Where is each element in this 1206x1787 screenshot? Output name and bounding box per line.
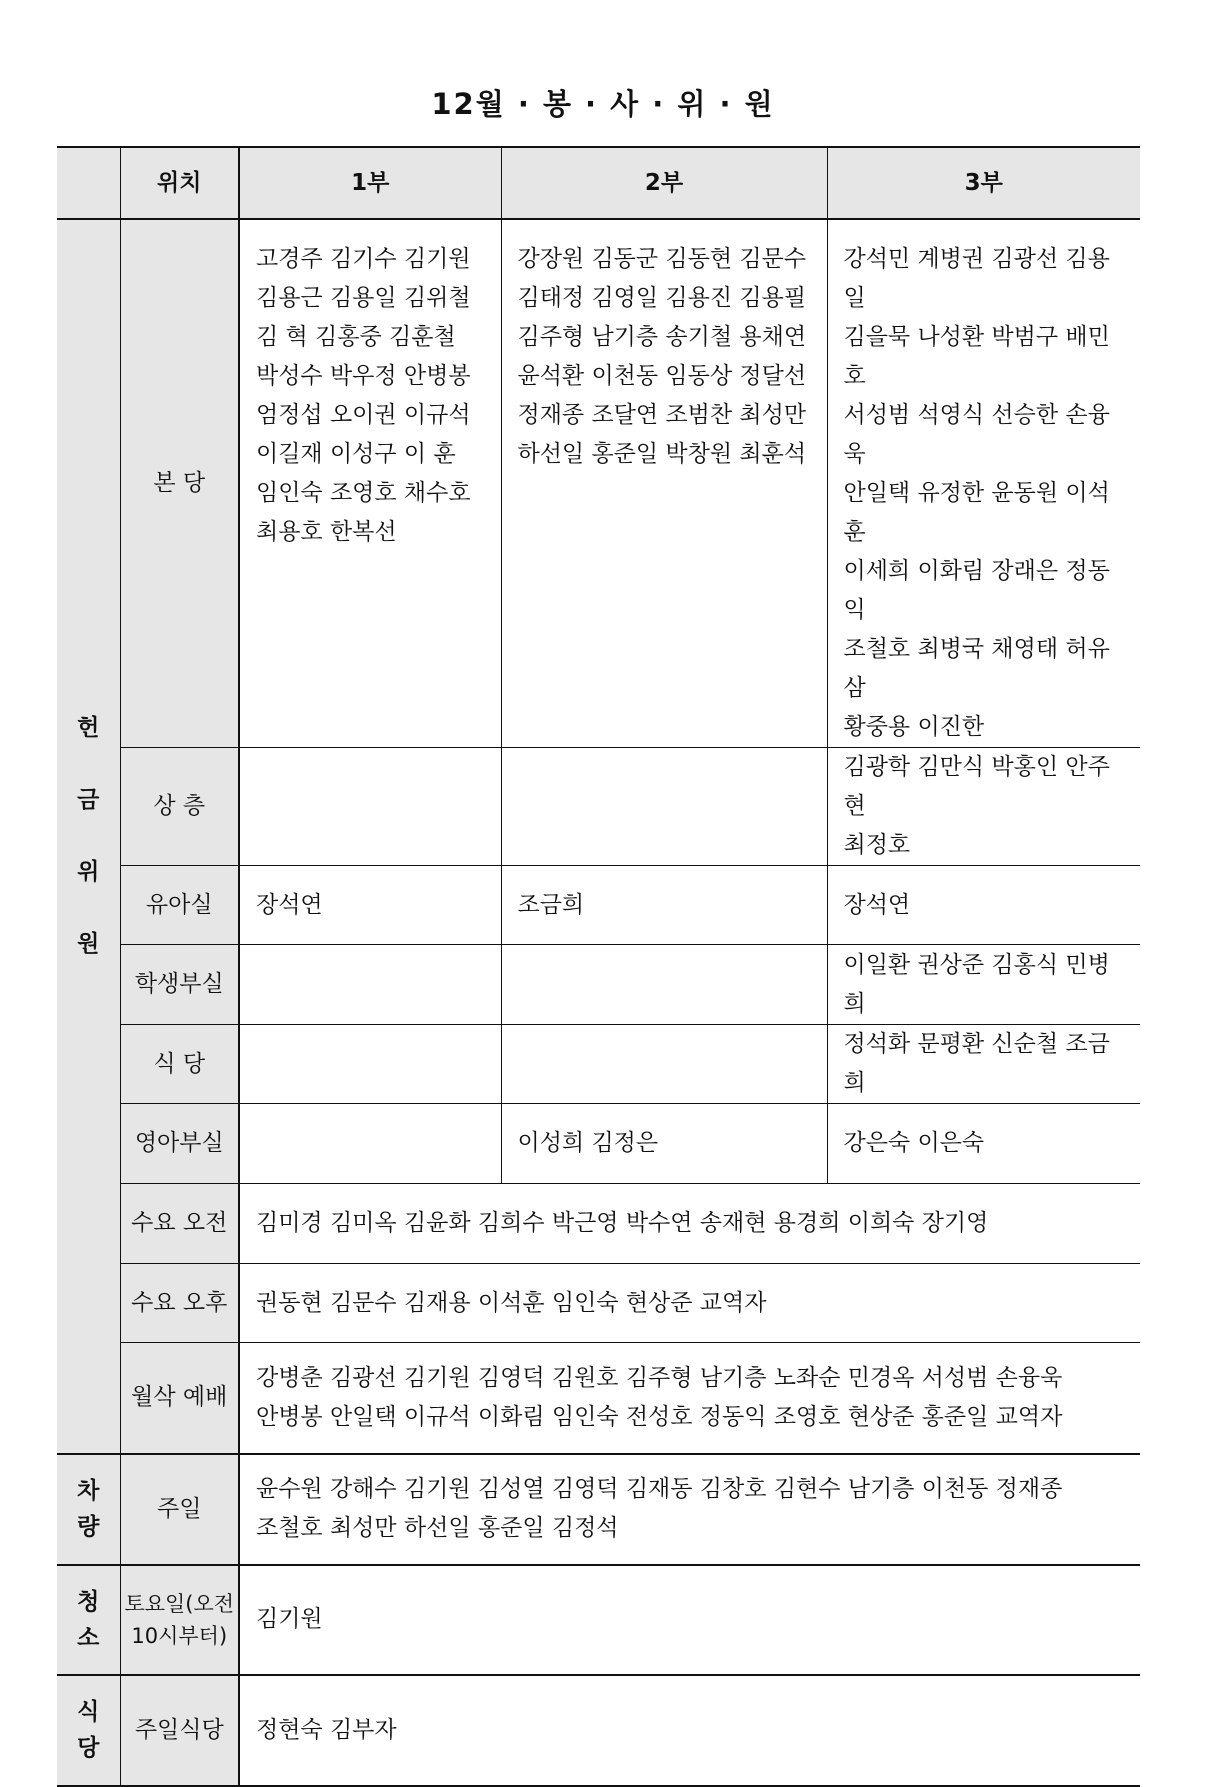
cell-nursery-part2: 조금희 bbox=[501, 866, 827, 945]
group-vehicle: 차 량 bbox=[57, 1454, 120, 1565]
cell-main-hall-part3: 강석민 계병권 김광선 김용일 김을묵 나성환 박범구 배민호 서성범 석영식 선승한 손융욱 안일택 유정한 윤동원 이석훈 이세희 이화림 장래은 정동익 조철호 최병국 채영태 허유삼 황중용 이진한 bbox=[827, 219, 1140, 748]
table-row-infant-room bbox=[57, 1104, 1140, 1184]
cell-dining-part3: 정석화 문평환 신순철 조금희 bbox=[827, 1025, 1140, 1104]
row-label-sunday-dining: 주일식당 bbox=[120, 1675, 239, 1786]
cell-wed-pm-names: 권동현 김문수 김재용 이석훈 임인숙 현상준 교역자 bbox=[239, 1264, 1140, 1343]
cell-upper-floor-part2 bbox=[501, 748, 827, 866]
group-cafeteria: 식 당 bbox=[57, 1675, 120, 1786]
table-row-cleaning bbox=[57, 1565, 1140, 1675]
group-offering-committee: 헌 금 위 원 bbox=[57, 219, 120, 1454]
table-row-nursery bbox=[57, 866, 1140, 945]
cell-nursery-part1: 장석연 bbox=[239, 866, 501, 945]
row-label-saturday-cleaning: 토요일(오전 10시부터) bbox=[120, 1565, 239, 1675]
cell-sunday-dining-names: 정현숙 김부자 bbox=[239, 1675, 1140, 1786]
table-row-sunday-dining bbox=[57, 1675, 1140, 1786]
row-label-upper-floor: 상 층 bbox=[120, 748, 239, 866]
cell-upper-floor-part1 bbox=[239, 748, 501, 866]
row-label-monthly: 월삭 예배 bbox=[120, 1343, 239, 1454]
cell-main-hall-part2: 강장원 김동군 김동현 김문수 김태정 김영일 김용진 김용필 김주형 남기층 송기철 용채연 윤석환 이천동 임동상 정달선 정재종 조달연 조범찬 최성만 하선일 홍준일 박창원 최훈석 bbox=[501, 219, 827, 748]
table-row-wed-am bbox=[57, 1184, 1140, 1264]
cell-student-room-part2 bbox=[501, 945, 827, 1025]
table-row-vehicle bbox=[57, 1454, 1140, 1565]
cell-dining-part1 bbox=[239, 1025, 501, 1104]
cell-wed-am-names: 김미경 김미옥 김윤화 김희수 박근영 박수연 송재현 용경희 이희숙 장기영 bbox=[239, 1184, 1140, 1264]
cell-upper-floor-part3: 김광학 김만식 박홍인 안주현 최정호 bbox=[827, 748, 1140, 866]
header-part3: 3부 bbox=[827, 147, 1140, 219]
cell-student-room-part1 bbox=[239, 945, 501, 1025]
cell-nursery-part3: 장석연 bbox=[827, 866, 1140, 945]
header-corner bbox=[57, 147, 120, 219]
row-label-infant-room: 영아부실 bbox=[120, 1104, 239, 1184]
table-row-wed-pm bbox=[57, 1264, 1140, 1343]
row-label-main-hall: 본 당 bbox=[120, 219, 239, 748]
volunteer-table bbox=[57, 146, 1140, 1787]
cell-infant-room-part1 bbox=[239, 1104, 501, 1184]
row-label-wed-am: 수요 오전 bbox=[120, 1184, 239, 1264]
cell-monthly-names: 강병춘 김광선 김기원 김영덕 김원호 김주형 남기층 노좌순 민경옥 서성범 손융욱 안병봉 안일택 이규석 이화림 임인숙 전성호 정동익 조영호 현상준 홍준일 교역자 bbox=[239, 1343, 1140, 1454]
cell-main-hall-part1: 고경주 김기수 김기원 김용근 김용일 김위철 김 혁 김홍중 김훈철 박성수 박우정 안병봉 엄정섭 오이권 이규석 이길재 이성구 이 훈 임인숙 조영호 채수호 최용호 한복선 bbox=[239, 219, 501, 748]
row-label-dining: 식 당 bbox=[120, 1025, 239, 1104]
header-location: 위치 bbox=[120, 147, 239, 219]
group-cleaning: 청 소 bbox=[57, 1565, 120, 1675]
table-row-monthly bbox=[57, 1343, 1140, 1454]
table-row-dining bbox=[57, 1025, 1140, 1104]
cell-student-room-part3: 이일환 권상준 김홍식 민병희 bbox=[827, 945, 1140, 1025]
table-row-upper-floor bbox=[57, 748, 1140, 866]
row-label-sunday-vehicle: 주일 bbox=[120, 1454, 239, 1565]
cell-infant-room-part3: 강은숙 이은숙 bbox=[827, 1104, 1140, 1184]
row-label-wed-pm: 수요 오후 bbox=[120, 1264, 239, 1343]
cell-dining-part2 bbox=[501, 1025, 827, 1104]
cell-infant-room-part2: 이성희 김정은 bbox=[501, 1104, 827, 1184]
table-row-main-hall bbox=[57, 219, 1140, 748]
cell-saturday-cleaning-names: 김기원 bbox=[239, 1565, 1140, 1675]
row-label-student-room: 학생부실 bbox=[120, 945, 239, 1025]
page-title: 12월 · 봉 · 사 · 위 · 원 bbox=[431, 87, 775, 121]
cell-sunday-vehicle-names: 윤수원 강해수 김기원 김성열 김영덕 김재동 김창호 김현수 남기층 이천동 정재종 조철호 최성만 하선일 홍준일 김정석 bbox=[239, 1454, 1140, 1565]
header-part1: 1부 bbox=[239, 147, 501, 219]
table-header-row bbox=[57, 147, 1140, 219]
table-row-student-room bbox=[57, 945, 1140, 1025]
row-label-nursery: 유아실 bbox=[120, 866, 239, 945]
header-part2: 2부 bbox=[501, 147, 827, 219]
